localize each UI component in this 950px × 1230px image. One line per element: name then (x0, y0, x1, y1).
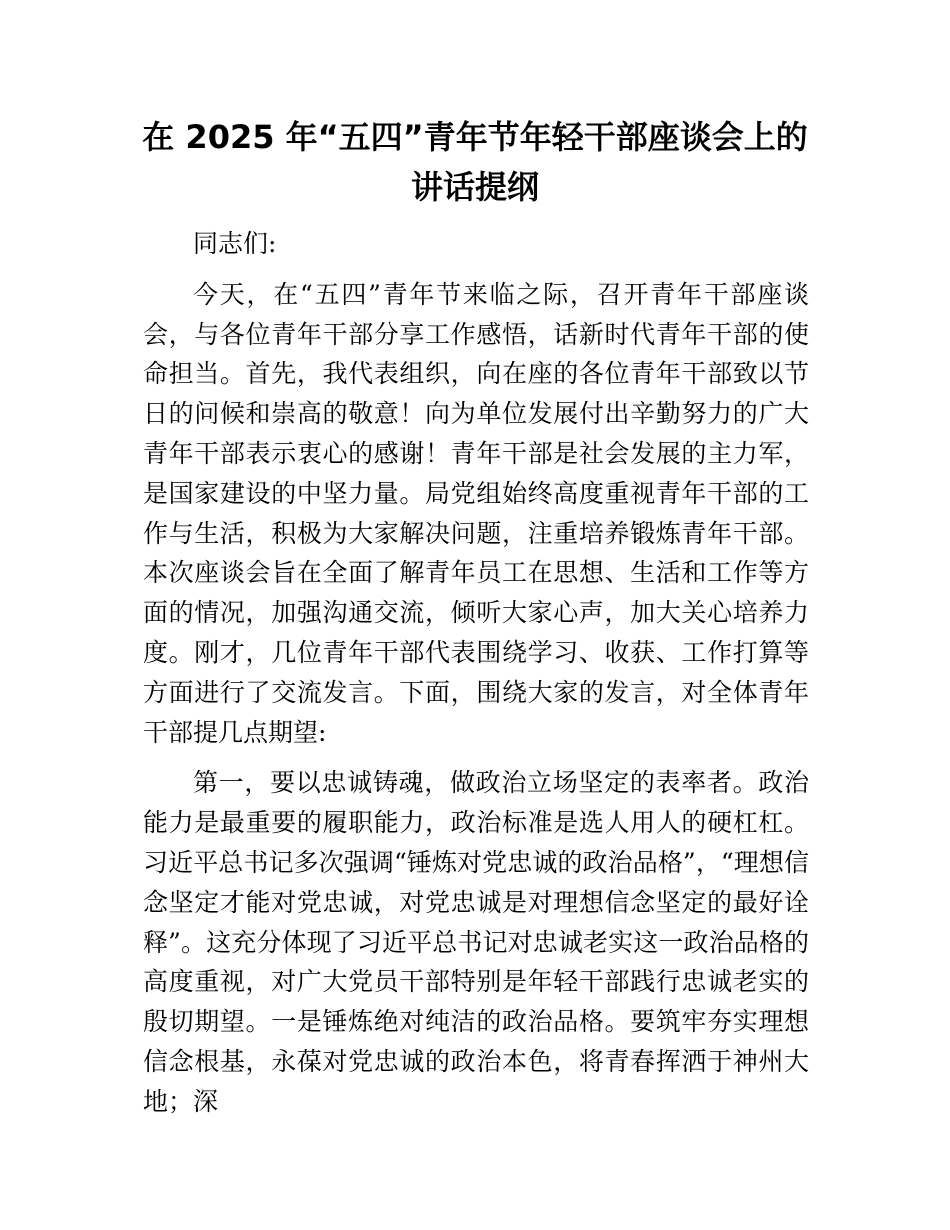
document-title (120, 112, 830, 212)
title-line-1: 在 2025 年“五四”青年节年轻干部座谈会上的 (142, 118, 808, 156)
paragraph-first-point: 第一，要以忠诚铸魂，做政治立场坚定的表率者。政治能力是最重要的履职能力，政治标准是选人用人的硬杠杠。习近平总书记多次强调“锤炼对党忠诚的政治品格”，“理想信念坚定才能对党忠诚，对党忠诚是对理想信念坚定的最好诠释”。这充分体现了习近平总书记对忠诚老实这一政治品格的高度重视，对广大党员干部特别是年轻干部践行忠诚老实的殷切期望。一是锤炼绝对纯洁的政治品格。要筑牢夯实理想信念根基，永葆对党忠诚的政治本色，将青春挥洒于神州大地；深 (143, 768, 809, 1116)
title-line-2: 讲话提纲 (410, 168, 539, 206)
greeting: 同志们: (193, 229, 277, 258)
document-body (143, 224, 809, 1133)
paragraph-intro: 今天，在“五四”青年节来临之际，召开青年干部座谈会，与各位青年干部分享工作感悟，话新时代青年干部的使命担当。首先，我代表组织，向在座的各位青年干部致以节日的问候和崇高的敬意！向为单位发展付出辛勤努力的广大青年干部表示衷心的感谢！青年干部是社会发展的主力军，是国家建设的中坚力量。局党组始终高度重视青年干部的工作与生活，积极为大家解决问题，注重培养锻炼青年干部。本次座谈会旨在全面了解青年员工在思想、生活和工作等方面的情况，加强沟通交流，倾听大家心声，加大关心培养力度。刚才，几位青年干部代表围绕学习、收获、工作打算等方面进行了交流发言。下面，围绕大家的发言，对全体青年干部提几点期望: (143, 279, 809, 747)
